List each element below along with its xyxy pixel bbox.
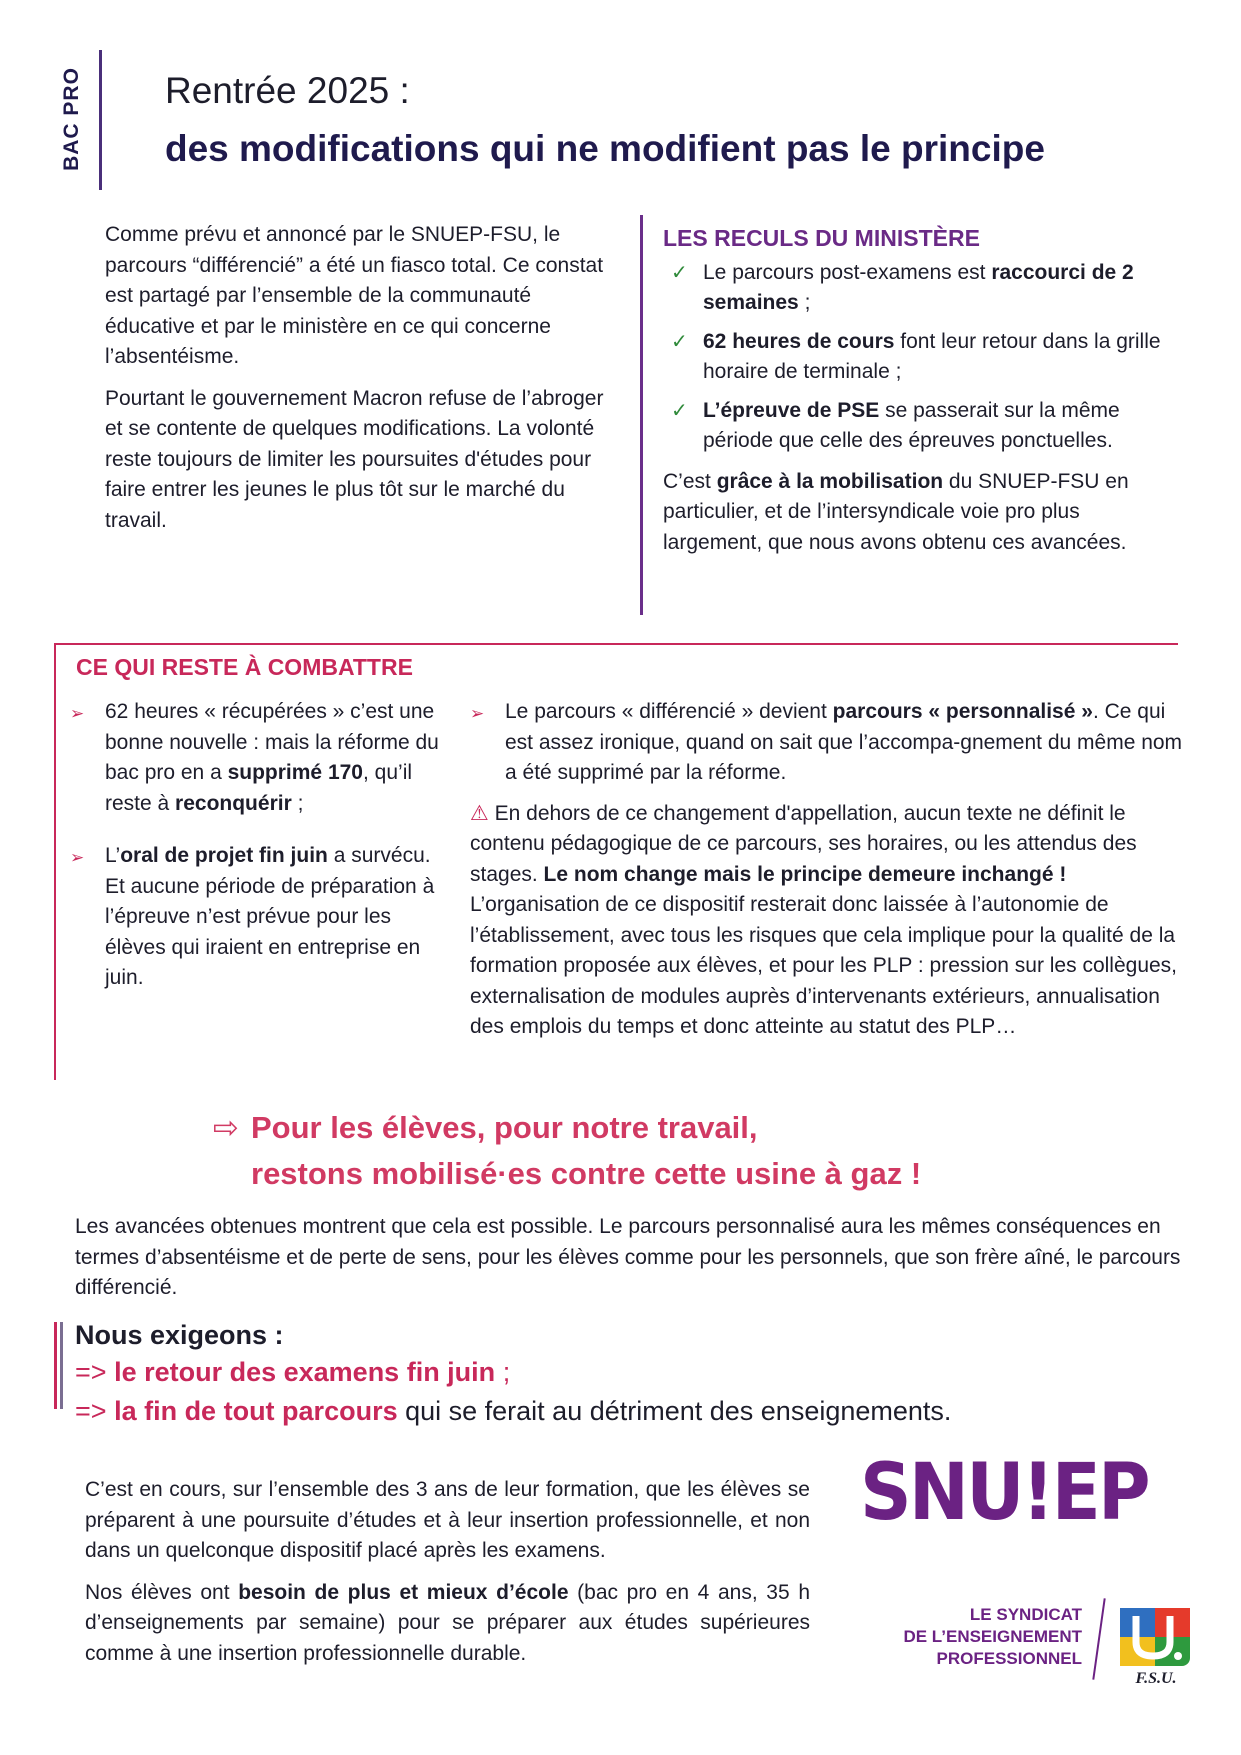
- intro-paragraph-1: Comme prévu et annoncé par le SNUEP-FSU, le parcours “différencié” a été un fiasco total. Ce constat est partagé par l’ensemble de la communauté éducative et par le ministère en ce qui concerne l’absentéisme.: [105, 223, 604, 368]
- logo-separator: [1092, 1598, 1105, 1679]
- final-paragraph-2: [85, 1578, 810, 1670]
- snuep-logo: [860, 1448, 1180, 1688]
- bold-text: parcours « personnalisé »: [832, 700, 1093, 723]
- bold-text: supprimé 170: [227, 761, 363, 784]
- bold-text: Le nom change mais le principe demeure inchangé !: [543, 862, 1067, 886]
- bold-text: la fin de tout parcours: [114, 1396, 398, 1426]
- demand-1: [75, 1357, 1185, 1388]
- demand-2: [75, 1396, 1185, 1427]
- tagline-line: PROFESSIONNEL: [936, 1649, 1082, 1668]
- fsu-logo-icon: [1118, 1606, 1192, 1668]
- slogan-line-1: Pour les élèves, pour notre travail,: [251, 1110, 758, 1145]
- slogan-line-2: restons mobilisé·es contre cette usine à gaz !: [251, 1156, 922, 1191]
- side-tag: [56, 50, 96, 190]
- text: , qu’il reste à: [105, 761, 413, 815]
- bold-text: L’épreuve de PSE: [703, 398, 880, 422]
- text: ;: [291, 791, 304, 815]
- text: font leur retour dans la grille horaire de terminale ;: [703, 329, 1161, 383]
- prefix: =>: [75, 1357, 107, 1387]
- bold-text: raccourci de 2 semaines: [703, 260, 1134, 314]
- reculs-heading: LES RECULS DU MINISTÈRE: [663, 225, 980, 251]
- logo-tagline: [882, 1604, 1082, 1670]
- text: L’organisation de ce dispositif resterait donc laissée à l’autonomie de l’établissement, avec tous les risques que cela implique pour la qualité de la formation proposée aux élèves, et pour les PLP : pression sur les collègues, externalisation de modules auprès d’intervenants extérieurs, annualisation des emplois du temps et donc atteinte au statut des PLP…: [470, 893, 1178, 1038]
- exigeons-heading: Nous exigeons :: [75, 1320, 284, 1350]
- warning-icon: ⚠: [470, 801, 489, 825]
- bold-text: grâce à la mobilisation: [716, 469, 944, 493]
- arrow-right-icon: ⇨: [213, 1110, 239, 1145]
- text: Le parcours post-examens est: [703, 260, 992, 284]
- text: L’: [105, 844, 121, 867]
- combat-heading: CE QUI RESTE À COMBATTRE: [76, 654, 413, 680]
- final-paragraph-1: C’est en cours, sur l’ensemble des 3 ans de leur formation, que les élèves se préparent à une poursuite d’études et à leur insertion professionnelle, et non dans un quelconque dispositif placé après les examens.: [85, 1478, 810, 1562]
- reculs-list: [663, 258, 1168, 457]
- slogan: [213, 1105, 1213, 1197]
- outro-paragraph: Les avancées obtenues montrent que cela est possible. Le parcours personnalisé aura les mêmes conséquences en termes d’absentéisme et de perte de sens, pour les élèves comme pour les personnels, que son frère aîné, le parcours différencié.: [75, 1215, 1181, 1299]
- exigeons-section: [75, 1320, 1185, 1435]
- text: a survécu. Et aucune période de préparation à l’épreuve n’est prévue pour les élèves qui iraient en entreprise en juin.: [105, 844, 435, 989]
- text: ;: [798, 291, 811, 314]
- text: du SNUEP-FSU en particulier, et de l’intersyndicale voie pro plus largement, que nous avons obtenu ces avancées.: [663, 469, 1129, 554]
- bold-text: 62 heures de cours: [703, 329, 895, 353]
- bold-text: oral de projet fin juin: [120, 844, 328, 867]
- bold-text: besoin de plus et mieux d’école: [238, 1580, 569, 1604]
- arrow-bullet-icon: ➢: [470, 704, 485, 723]
- text: se passerait sur la même période que celle des épreuves ponctuelles.: [703, 398, 1120, 452]
- combat-border-left: [54, 643, 56, 1080]
- combat-right-column: [470, 697, 1190, 1043]
- arrow-bullet-icon: ➢: [70, 848, 85, 867]
- exigeons-bar: [60, 1322, 63, 1409]
- text: Le parcours « différencié » devient: [505, 700, 833, 723]
- check-icon: ✓: [671, 399, 688, 422]
- list-item: [470, 697, 1190, 789]
- list-item: [70, 841, 445, 994]
- arrow-bullet-icon: ➢: [70, 704, 85, 723]
- reculs-conclusion: [663, 467, 1168, 559]
- text: C’est: [663, 469, 717, 493]
- bold-text: reconquérir: [175, 791, 292, 815]
- final-section: [85, 1475, 810, 1680]
- list-item: [70, 697, 445, 819]
- reculs-box: [640, 215, 1168, 615]
- combat-warning-paragraph: [470, 799, 1190, 1043]
- text: ;: [495, 1357, 511, 1387]
- tagline-line: DE L’ENSEIGNEMENT: [903, 1627, 1082, 1646]
- title-line-1: Rentrée 2025 :: [165, 70, 410, 111]
- list-item: [663, 396, 1168, 457]
- check-icon: ✓: [671, 330, 688, 353]
- logo-wordmark: SNU!EP: [860, 1448, 1148, 1538]
- title-line-2: des modifications qui ne modifient pas le principe: [165, 128, 1045, 169]
- check-icon: ✓: [671, 261, 688, 284]
- combat-left-column: [70, 697, 445, 994]
- fsu-label: F.S.U.: [1135, 1670, 1177, 1687]
- list-item: [663, 258, 1168, 319]
- combat-border-top: [54, 643, 1178, 645]
- list-item: [663, 327, 1168, 388]
- tagline-line: LE SYNDICAT: [969, 1605, 1082, 1624]
- text: Nos élèves ont: [85, 1580, 239, 1604]
- prefix: =>: [75, 1396, 107, 1426]
- exigeons-bar: [54, 1322, 57, 1409]
- intro-paragraph-2: Pourtant le gouvernement Macron refuse de l’abroger et se contente de quelques modifications. La volonté reste toujours de limiter les poursuites d'études pour faire entrer les jeunes le plus tôt sur le marché du travail.: [105, 386, 604, 532]
- text: En dehors de ce changement d'appellation, aucun texte ne définit le contenu pédagogique de ce parcours, ses horaires, ou les attendus des stages.: [470, 801, 1137, 886]
- text: . Ce qui est assez ironique, quand on sait que l’accompa-gnement du même nom a été supprimé par la réforme.: [505, 700, 1183, 784]
- bold-text: le retour des examens fin juin: [114, 1357, 496, 1387]
- intro-section: [105, 220, 605, 547]
- text: qui se ferait au détriment des enseignements.: [397, 1396, 952, 1426]
- text: 62 heures « récupérées » c’est une bonne nouvelle : mais la réforme du bac pro en a: [105, 700, 439, 784]
- side-tag-bar: [99, 50, 102, 190]
- text: (bac pro en 4 ans, 35 h d’enseignements par semaine) pour se préparer aux études supérieures comme à une insertion professionnelle durable.: [85, 1580, 810, 1665]
- side-tag-label: BAC PRO: [60, 67, 83, 171]
